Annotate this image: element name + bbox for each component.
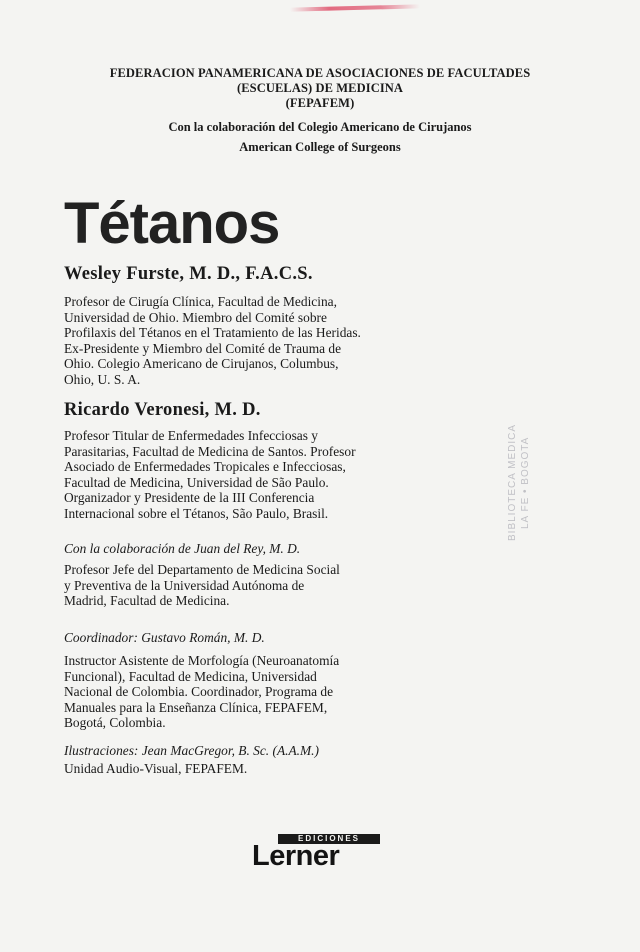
bio-line: Facultad de Medicina, Universidad de São Paulo. bbox=[64, 474, 329, 490]
bio-line: Instructor Asistente de Morfología (Neuroanatomía bbox=[64, 653, 340, 668]
bio-line: Bogotá, Colombia. bbox=[64, 715, 166, 731]
author-bio-1 bbox=[64, 294, 464, 388]
bio-line: Organizador y Presidente de la III Conferencia bbox=[64, 490, 315, 506]
publisher-logo bbox=[252, 834, 382, 874]
collaboration-line-1: Con la colaboración del Colegio Americano de Cirujanos bbox=[168, 120, 472, 134]
author-name-2: Ricardo Veronesi, M. D. bbox=[64, 400, 261, 420]
illustrations-credit: Ilustraciones: Jean MacGregor, B. Sc. (A.A.M.) bbox=[64, 743, 319, 758]
book-title: Tétanos bbox=[64, 191, 280, 256]
header-block bbox=[40, 66, 600, 157]
bio-line: Ex-Presidente y Miembro del Comité de Trauma de bbox=[64, 340, 342, 356]
library-stamp bbox=[506, 395, 546, 570]
bio-line: Profesor Titular de Enfermedades Infecciosas y bbox=[64, 428, 318, 443]
bio-line: Ohio, U. S. A. bbox=[64, 371, 141, 387]
collaborator-credit: Con la colaboración de Juan del Rey, M. D. bbox=[64, 541, 301, 556]
collaborator-bio bbox=[64, 562, 464, 609]
bio-line: Profesor de Cirugía Clínica, Facultad de Medicina, bbox=[64, 294, 337, 309]
bio-line: Nacional de Colombia. Coordinador, Programa de bbox=[64, 684, 334, 700]
stamp-line-2: LA FE • BOGOTA bbox=[520, 436, 531, 529]
red-pen-mark bbox=[290, 4, 420, 11]
bio-line: Profilaxis del Tétanos en el Tratamiento de las Heridas. bbox=[64, 325, 361, 341]
collaboration-line-2: American College of Surgeons bbox=[239, 140, 401, 154]
bio-line: Asociado de Enfermedades Tropicales e Infecciosas, bbox=[64, 459, 346, 475]
author-bio-2 bbox=[64, 428, 464, 522]
bio-line: Profesor Jefe del Departamento de Medicina Social bbox=[64, 562, 340, 577]
stamp-line-1: BIBLIOTECA MEDICA bbox=[507, 423, 518, 542]
bio-line: Funcional), Facultad de Medicina, Universidad bbox=[64, 668, 317, 684]
header-line-2: (ESCUELAS) DE MEDICINA bbox=[236, 81, 404, 95]
bio-line: Universidad de Ohio. Miembro del Comité sobre bbox=[64, 309, 327, 325]
header-line-3: (FEPAFEM) bbox=[285, 96, 355, 110]
bio-line: Internacional sobre el Tétanos, São Paulo, Brasil. bbox=[64, 505, 329, 521]
bio-line: Manuales para la Enseñanza Clínica, FEPAFEM, bbox=[64, 699, 328, 715]
publisher-name: Lerner bbox=[252, 840, 340, 872]
author-name-1: Wesley Furste, M. D., F.A.C.S. bbox=[64, 264, 313, 284]
coordinator-credit: Coordinador: Gustavo Román, M. D. bbox=[64, 630, 265, 645]
bio-line: Parasitarias, Facultad de Medicina de Santos. Profesor bbox=[64, 443, 356, 459]
coordinator-bio bbox=[64, 653, 464, 731]
illustrations-unit: Unidad Audio-Visual, FEPAFEM. bbox=[64, 761, 248, 776]
bio-line: Ohio. Colegio Americano de Cirujanos, Columbus, bbox=[64, 356, 339, 372]
header-line-1: FEDERACION PANAMERICANA DE ASOCIACIONES DE FACULTADES bbox=[109, 66, 531, 80]
bio-line: y Preventiva de la Universidad Autónoma de bbox=[64, 577, 305, 593]
publisher-bar-text: EDICIONES bbox=[278, 834, 380, 844]
bio-line: Madrid, Facultad de Medicina. bbox=[64, 593, 230, 609]
